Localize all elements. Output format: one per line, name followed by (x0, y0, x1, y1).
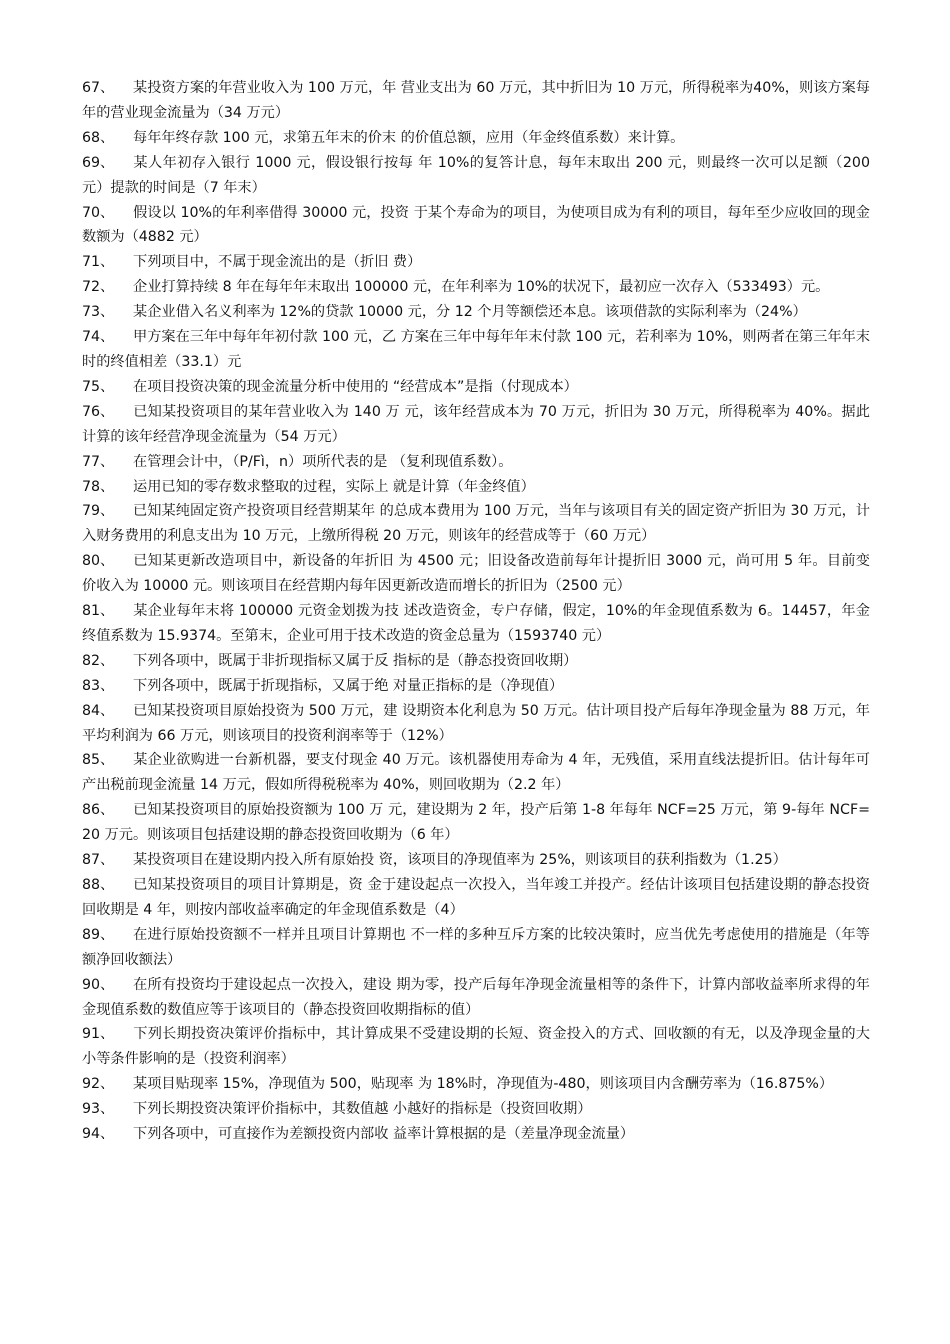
list-item (82, 499, 870, 549)
item-text: 已知某纯固定资产投资项目经营期某年 的总成本费用为 100 万元，当年与该项目有关的固定资产折旧为 30 万元，计入财务费用的利息支出为 10 万元，上缴所得税 20 万元，则该年的经营成等于（60 万元） (82, 503, 870, 545)
item-text: 下列长期投资决策评价指标中，其数值越 小越好的指标是（投资回收期） (133, 1101, 592, 1118)
list-item (82, 325, 870, 375)
list-item (82, 649, 870, 674)
item-text: 假设以 10%的年利率借得 30000 元，投资 于某个寿命为的项目，为使项目成为有利的项目，每年至少应收回的现金数额为（4882 元） (82, 204, 870, 246)
item-number: 92、 (82, 1076, 115, 1093)
item-number: 75、 (82, 378, 115, 395)
item-number: 71、 (82, 254, 115, 271)
item-text: 下列各项中，可直接作为差额投资内部收 益率计算根据的是（差量净现金流量） (133, 1126, 635, 1143)
item-text: 下列项目中，不属于现金流出的是（折旧 费） (133, 254, 422, 271)
list-item (82, 151, 870, 201)
item-text: 下列各项中，既属于折现指标，又属于绝 对量正指标的是（净现值） (133, 677, 564, 694)
list-item (82, 400, 870, 450)
item-number: 83、 (82, 677, 115, 694)
item-text: 已知某投资项目的某年营业收入为 140 万 元，该年经营成本为 70 万元，折旧为 30 万元，所得税率为 40%。据此计算的该年经营净现金流量为（54 万元） (82, 403, 870, 445)
list-item (82, 973, 870, 1023)
item-number: 78、 (82, 478, 115, 495)
item-number: 68、 (82, 129, 115, 146)
item-number: 93、 (82, 1101, 115, 1118)
item-text: 某投资方案的年营业收入为 100 万元，年 营业支出为 60 万元，其中折旧为 10 万元，所得税率为40%，则该方案每年的营业现金流量为（34 万元） (82, 80, 870, 121)
item-text: 某投资项目在建设期内投入所有原始投 资，该项目的净现值率为 25%，则该项目的获利指数为（1.25） (133, 852, 787, 869)
list-item (82, 549, 870, 599)
item-text: 在管理会计中，（P/Fì，n）项所代表的是 （复利现值系数）。 (133, 453, 513, 470)
item-number: 82、 (82, 652, 115, 669)
item-number: 76、 (82, 403, 115, 420)
list-item (82, 475, 870, 500)
item-text: 运用已知的零存数求整取的过程，实际上 就是计算（年金终值） (133, 478, 535, 495)
item-text: 已知某投资项目的原始投资额为 100 万 元，建设期为 2 年，投产后第 1-8 年每年 NCF=25 万元，第 9-每年 NCF=20 万元。则该项目包括建设期的静态投资回收期为（6 年） (82, 802, 870, 844)
list-item (82, 923, 870, 973)
list-item (82, 375, 870, 400)
list-item (82, 275, 870, 300)
list-item (82, 250, 870, 275)
item-text: 每年年终存款 100 元，求第五年末的价末 的价值总额，应用（年金终值系数）来计算。 (133, 129, 685, 146)
item-number: 84、 (82, 702, 115, 719)
item-number: 86、 (82, 802, 115, 819)
item-number: 85、 (82, 752, 115, 769)
item-number: 94、 (82, 1126, 115, 1143)
list-item (82, 748, 870, 798)
item-text: 某企业欲购进一台新机器，要支付现金 40 万元。该机器使用寿命为 4 年，无残值，采用直线法提折旧。估计每年可产出税前现金流量 14 万元，假如所得税税率为 40%，则回收期为（2.2 年） (82, 752, 870, 794)
item-number: 72、 (82, 279, 115, 296)
item-text: 在项目投资决策的现金流量分析中使用的 “经营成本”是指（付现成本） (133, 378, 578, 395)
list-item (82, 300, 870, 325)
list-item (82, 1072, 870, 1097)
list-item (82, 798, 870, 848)
item-text: 下列长期投资决策评价指标中，其计算成果不受建设期的长短、资金投入的方式、回收额的有无，以及净现金量的大小等条件影响的是（投资利润率） (82, 1026, 870, 1068)
item-text: 已知某投资项目原始投资为 500 万元，建 设期资本化利息为 50 万元。估计项目投产后每年净现金量为 88 万元，年平均利润为 66 万元，则该项目的投资利润率等于（12%） (82, 702, 870, 744)
list-item (82, 450, 870, 475)
item-number: 79、 (82, 503, 115, 520)
item-text: 在进行原始投资额不一样并且项目计算期也 不一样的多种互斥方案的比较决策时，应当优先考虑使用的措施是（年等额净回收额法） (82, 926, 870, 968)
item-text: 下列各项中，既属于非折现指标又属于反 指标的是（静态投资回收期） (133, 652, 578, 669)
item-number: 73、 (82, 304, 115, 321)
item-number: 70、 (82, 204, 115, 221)
item-text: 已知某投资项目的项目计算期是，资 金于建设起点一次投入，当年竣工并投产。经估计该项目包括建设期的静态投资回收期是 4 年，则按内部收益率确定的年金现值系数是（4） (82, 877, 870, 918)
item-text: 某企业借入名义利率为 12%的贷款 10000 元，分 12 个月等额偿还本息。该项借款的实际利率为（24%） (133, 304, 807, 321)
list-item (82, 1022, 870, 1072)
list-item (82, 1097, 870, 1122)
list-item (82, 674, 870, 699)
document-page (82, 76, 870, 1147)
item-number: 67、 (82, 80, 115, 96)
item-number: 90、 (82, 976, 115, 993)
item-number: 89、 (82, 926, 115, 943)
item-text: 某企业每年末将 100000 元资金划拨为技 述改造资金，专户存储，假定，10%的年金现值系数为 6。14457，年金终值系数为 15.9374。至第末，企业可用于技术改造的资金总量为（1593740 元） (82, 603, 870, 644)
list-item (82, 126, 870, 151)
list-item (82, 599, 870, 649)
list-item (82, 873, 870, 923)
list-item (82, 699, 870, 749)
item-text: 已知某更新改造项目中，新设备的年折旧 为 4500 元；旧设备改造前每年计提折旧 3000 元，尚可用 5 年。目前变价收入为 10000 元。则该项目在经营期内每年因更新改造而增长的折旧为（2500 元） (82, 553, 870, 595)
item-text: 甲方案在三年中每年年初付款 100 元，乙 方案在三年中每年年末付款 100 元，若利率为 10%，则两者在第三年年末时的终值相差（33.1）元 (82, 329, 871, 370)
item-text: 某人年初存入银行 1000 元，假设银行按每 年 10%的复答计息，每年末取出 200 元，则最终一次可以足额（200 元）提款的时间是（7 年末） (82, 154, 870, 196)
item-number: 81、 (82, 603, 115, 620)
list-item (82, 76, 870, 126)
item-text: 企业打算持续 8 年在每年年末取出 100000 元，在年利率为 10%的状况下，最初应一次存入（533493）元。 (133, 279, 830, 296)
list-item (82, 201, 870, 251)
item-number: 77、 (82, 453, 115, 470)
item-number: 91、 (82, 1026, 115, 1043)
item-text: 某项目贴现率 15%，净现值为 500，贴现率 为 18%时，净现值为-480，则该项目内含酬劳率为（16.875%） (133, 1076, 834, 1093)
item-number: 87、 (82, 852, 115, 869)
item-number: 69、 (82, 154, 115, 171)
item-number: 88、 (82, 877, 115, 893)
item-number: 74、 (82, 329, 115, 346)
list-item (82, 1122, 870, 1147)
list-item (82, 848, 870, 873)
item-number: 80、 (82, 553, 115, 570)
item-text: 在所有投资均于建设起点一次投入，建设 期为零，投产后每年净现金流量相等的条件下，计算内部收益率所求得的年金现值系数的数值应等于该项目的（静态投资回收期指标的值） (82, 976, 870, 1018)
